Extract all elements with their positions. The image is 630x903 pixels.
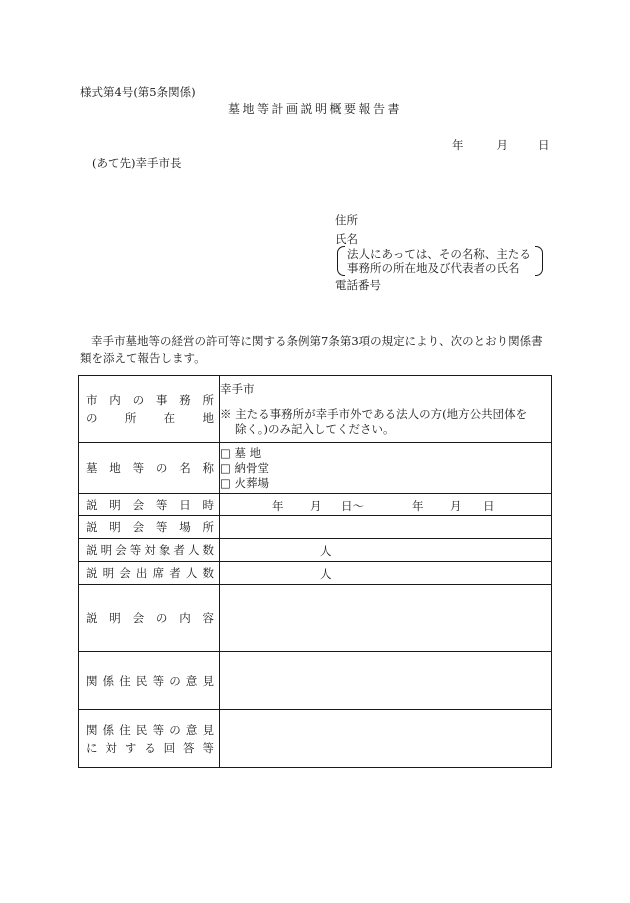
date-year-label: 年 bbox=[452, 138, 464, 152]
label-char: 対 bbox=[144, 543, 156, 557]
datetime-label bbox=[86, 497, 214, 513]
label-char: 市 bbox=[86, 393, 98, 407]
label-char: 見 bbox=[202, 673, 214, 688]
label-char: 人 bbox=[187, 543, 200, 557]
label-char: の bbox=[169, 673, 181, 688]
row-facility bbox=[79, 443, 552, 494]
venue-value-cell[interactable] bbox=[220, 516, 552, 539]
attendee-count-unit: 人 bbox=[320, 567, 332, 581]
label-char: 場 bbox=[179, 520, 191, 534]
label-char: 象 bbox=[158, 543, 171, 557]
label-char: 関 bbox=[86, 673, 98, 688]
row-datetime bbox=[79, 494, 552, 516]
row-content bbox=[79, 585, 552, 652]
phone-label: 電話番号 bbox=[335, 278, 381, 292]
label-char: 名 bbox=[179, 461, 191, 475]
end-year-label: 年 bbox=[412, 498, 424, 513]
facility-label-cell bbox=[79, 443, 220, 494]
name-label: 氏名 bbox=[335, 232, 358, 246]
end-day-label: 日 bbox=[483, 498, 495, 513]
label-char: 明 bbox=[102, 566, 115, 580]
row-office bbox=[79, 376, 552, 443]
addressee: (あて先)幸手市長 bbox=[92, 156, 182, 170]
corporation-note-line2: 事務所の所在地及び代表者の氏名 bbox=[347, 261, 520, 275]
label-char: 内 bbox=[179, 611, 191, 625]
response-label-cell bbox=[79, 710, 220, 768]
label-char: 説 bbox=[86, 611, 98, 625]
label-char: 地 bbox=[202, 411, 214, 425]
opinions-label-cell bbox=[79, 652, 220, 710]
label-char: 係 bbox=[102, 673, 115, 688]
response-label-line1 bbox=[86, 722, 214, 738]
corporation-note-line1: 法人にあっては、その名称、主たる bbox=[347, 247, 531, 261]
venue-label bbox=[86, 519, 214, 535]
form-number: 様式第4号(第5条関係) bbox=[80, 85, 196, 99]
office-city: 幸手市 bbox=[220, 382, 255, 396]
row-venue bbox=[79, 516, 552, 539]
label-char: 説 bbox=[86, 520, 98, 534]
label-char: 等 bbox=[155, 497, 168, 512]
content-label bbox=[86, 610, 214, 626]
label-char: 人 bbox=[185, 566, 198, 580]
label-char: の bbox=[132, 393, 145, 407]
label-char: の bbox=[155, 611, 168, 625]
label-char: 地 bbox=[109, 461, 121, 475]
label-char: 意 bbox=[185, 673, 198, 688]
office-label-line1 bbox=[86, 392, 214, 408]
label-char: 回 bbox=[163, 740, 176, 755]
label-char: の bbox=[155, 461, 168, 475]
opinions-value-cell[interactable] bbox=[220, 652, 552, 710]
start-day-tilde: 日〜 bbox=[341, 498, 364, 513]
label-char: 等 bbox=[202, 740, 214, 755]
label-char: 会 bbox=[119, 566, 131, 580]
target-count-label bbox=[86, 542, 214, 558]
office-note-line2: 除く。)のみ記入してください。 bbox=[235, 422, 395, 436]
label-char: 明 bbox=[109, 497, 121, 512]
label-char: 会 bbox=[115, 543, 127, 557]
report-table bbox=[78, 375, 552, 768]
label-char: 明 bbox=[109, 611, 121, 625]
label-char: 所 bbox=[202, 520, 214, 534]
label-char: 所 bbox=[124, 411, 137, 425]
label-char: 等 bbox=[152, 673, 165, 688]
office-note bbox=[220, 407, 551, 437]
facility-label bbox=[86, 460, 214, 476]
label-char: 民 bbox=[135, 722, 148, 737]
row-attendee-count bbox=[79, 562, 552, 585]
office-note-line1: ※ 主たる事務所が幸手市外である法人の方(地方公共団体を bbox=[220, 407, 528, 421]
label-char: 在 bbox=[163, 411, 176, 425]
label-char: 日 bbox=[179, 497, 191, 512]
label-char: 者 bbox=[169, 566, 181, 580]
label-char: 会 bbox=[132, 520, 145, 534]
label-char: 明 bbox=[109, 520, 121, 534]
office-label-cell bbox=[79, 376, 220, 443]
start-month-label: 月 bbox=[310, 498, 322, 513]
content-label-cell bbox=[79, 585, 220, 652]
label-char: る bbox=[144, 740, 156, 755]
label-char: 民 bbox=[135, 673, 148, 688]
right-bracket bbox=[535, 246, 543, 276]
label-char: 会 bbox=[132, 611, 145, 625]
label-char: 務 bbox=[179, 393, 191, 407]
label-char: 数 bbox=[202, 566, 214, 580]
label-char: 時 bbox=[202, 497, 214, 512]
venue-label-cell bbox=[79, 516, 220, 539]
attendee-count-label bbox=[86, 565, 214, 581]
attendee-count-value-cell[interactable] bbox=[220, 562, 552, 585]
label-char: 説 bbox=[86, 497, 98, 512]
label-char: 数 bbox=[202, 543, 214, 557]
office-value-cell[interactable] bbox=[220, 376, 552, 443]
datetime-value-cell[interactable] bbox=[220, 494, 552, 516]
opinions-label bbox=[86, 673, 214, 689]
label-char: 出 bbox=[135, 566, 148, 580]
label-char: 者 bbox=[173, 543, 185, 557]
label-char: に bbox=[86, 740, 98, 755]
label-char: の bbox=[86, 411, 98, 425]
left-bracket bbox=[337, 246, 345, 276]
label-char: 答 bbox=[183, 740, 195, 755]
target-count-unit: 人 bbox=[320, 544, 332, 558]
checkbox-ossuary[interactable]: □ 納骨堂 bbox=[220, 460, 270, 475]
label-char: 内 bbox=[109, 393, 121, 407]
date-day-label: 日 bbox=[538, 138, 550, 152]
response-value-cell[interactable] bbox=[220, 710, 552, 768]
label-char: 容 bbox=[202, 611, 214, 625]
content-value-cell[interactable] bbox=[220, 585, 552, 652]
row-response bbox=[79, 710, 552, 768]
checkbox-cemetery[interactable]: □ 墓 地 bbox=[220, 445, 262, 460]
label-char: 住 bbox=[119, 722, 131, 737]
label-char: 対 bbox=[105, 740, 117, 755]
label-char: す bbox=[124, 740, 137, 755]
label-char: 意 bbox=[185, 722, 198, 737]
corporation-note bbox=[337, 246, 543, 276]
label-char: 等 bbox=[152, 722, 165, 737]
address-label: 住所 bbox=[335, 213, 358, 227]
label-char: 明 bbox=[100, 543, 113, 557]
body-paragraph: 幸手市墓地等の経営の許可等に関する条例第7条第3項の規定により、次のとおり関係書類を添えて報告します。 bbox=[80, 334, 543, 365]
start-year-label: 年 bbox=[272, 498, 284, 513]
document-title: 墓地等計画説明概要報告書 bbox=[227, 102, 402, 116]
target-count-label-cell bbox=[79, 539, 220, 562]
label-char: 墓 bbox=[86, 461, 98, 475]
datetime-label-cell bbox=[79, 494, 220, 516]
end-month-label: 月 bbox=[450, 498, 462, 513]
label-char: 等 bbox=[155, 520, 168, 534]
label-char: 等 bbox=[132, 461, 145, 475]
label-char: 係 bbox=[102, 722, 115, 737]
target-count-value-cell[interactable] bbox=[220, 539, 552, 562]
row-target-count bbox=[79, 539, 552, 562]
label-char: 会 bbox=[132, 497, 145, 512]
row-opinions bbox=[79, 652, 552, 710]
label-char: 説 bbox=[86, 543, 98, 557]
label-char: 事 bbox=[155, 393, 168, 407]
label-char: 席 bbox=[152, 566, 165, 580]
label-char: 等 bbox=[129, 543, 142, 557]
facility-options bbox=[220, 443, 552, 494]
response-label-line2 bbox=[86, 740, 214, 756]
submission-date bbox=[452, 137, 550, 153]
label-char: 見 bbox=[202, 722, 214, 737]
label-char: 所 bbox=[202, 393, 214, 407]
attendee-count-label-cell bbox=[79, 562, 220, 585]
label-char: 住 bbox=[119, 673, 131, 688]
label-char: 関 bbox=[86, 722, 98, 737]
date-month-label: 月 bbox=[496, 138, 508, 152]
label-char: の bbox=[169, 722, 181, 737]
datetime-fields bbox=[220, 495, 551, 515]
label-char: 称 bbox=[202, 461, 214, 475]
label-char: 説 bbox=[86, 566, 98, 580]
checkbox-crematorium[interactable]: □ 火葬場 bbox=[220, 475, 270, 490]
office-label-line2 bbox=[86, 410, 214, 426]
